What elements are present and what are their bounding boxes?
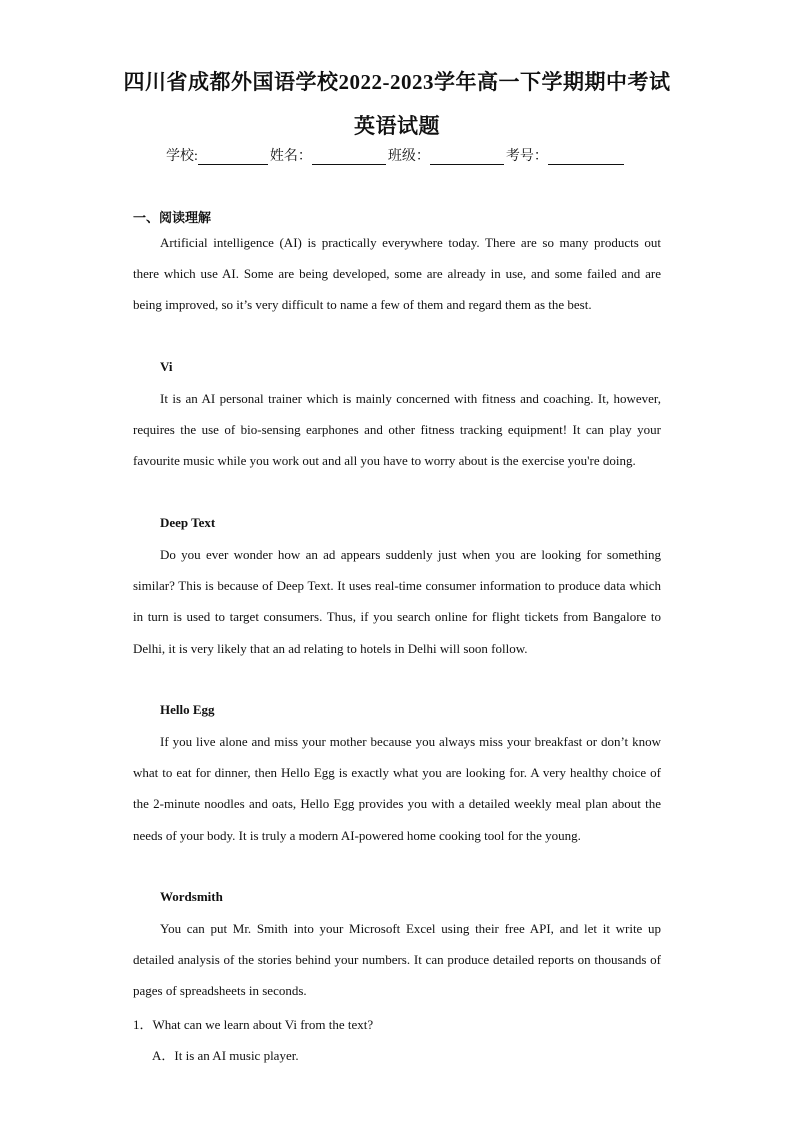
school-blank[interactable] (198, 150, 268, 165)
item-heading-wordsmith: Wordsmith (160, 889, 223, 904)
item-text-deep-text: Do you ever wonder how an ad appears suddenly just when you are looking for something similar? This is because of Deep Text. It uses real-time consumer information to produce data which in turn is used to target consumers. Thus, if you search online for flight tickets from Bangalore to Delhi, it is very likely that an ad relating to hotels in Delhi will soon follow. (133, 547, 661, 656)
question-1: 1．What can we learn about Vi from the text? (133, 1017, 374, 1032)
item-text-vi: It is an AI personal trainer which is mainly concerned with fitness and coaching. It, however, requires the use of bio-sensing earphones and other fitness tracking equipment! It can play your favourite music while you work out and all you have to worry about is the exercise you're doing. (133, 391, 661, 469)
item-heading-vi: Vi (160, 359, 173, 374)
item-text-wordsmith: You can put Mr. Smith into your Microsoft Excel using their free API, and let it write up detailed analysis of the stories behind your numbers. It can produce detailed reports on thousands of pages of spreadsheets in seconds. (133, 921, 661, 999)
intro-paragraph: Artificial intelligence (AI) is practically everywhere today. There are so many products out there which use AI. Some are being developed, some are already in use, and some failed and are being improved, so it’s very difficult to name a few of them and regard them as the best. (133, 235, 661, 313)
item-text-hello-egg: If you live alone and miss your mother because you always miss your breakfast or don’t know what to eat for dinner, then Hello Egg is exactly what you are looking for. A very healthy choice of the 2-minute noodles and oats, Hello Egg provides you with a detailed weekly meal plan about the needs of your body. It is truly a modern AI-powered home cooking tool for the young. (133, 734, 661, 843)
item-heading-deep-text: Deep Text (160, 515, 216, 530)
item-heading-hello-egg: Hello Egg (160, 702, 215, 717)
class-label: 班级： (387, 149, 430, 164)
class-blank[interactable] (430, 150, 504, 165)
name-label: 姓名： (269, 149, 312, 164)
document-subtitle: 英语试题 (354, 114, 440, 138)
section-heading: 一、阅读理解 (133, 210, 212, 225)
number-blank[interactable] (548, 150, 624, 165)
number-label: 考号： (505, 149, 548, 164)
option-a[interactable]: A．It is an AI music player. (152, 1048, 299, 1063)
school-label: 学校: (166, 149, 198, 164)
student-info-line (166, 145, 626, 165)
name-blank[interactable] (312, 150, 386, 165)
document-title: 四川省成都外国语学校2022-2023学年高一下学期期中考试 (123, 70, 671, 94)
